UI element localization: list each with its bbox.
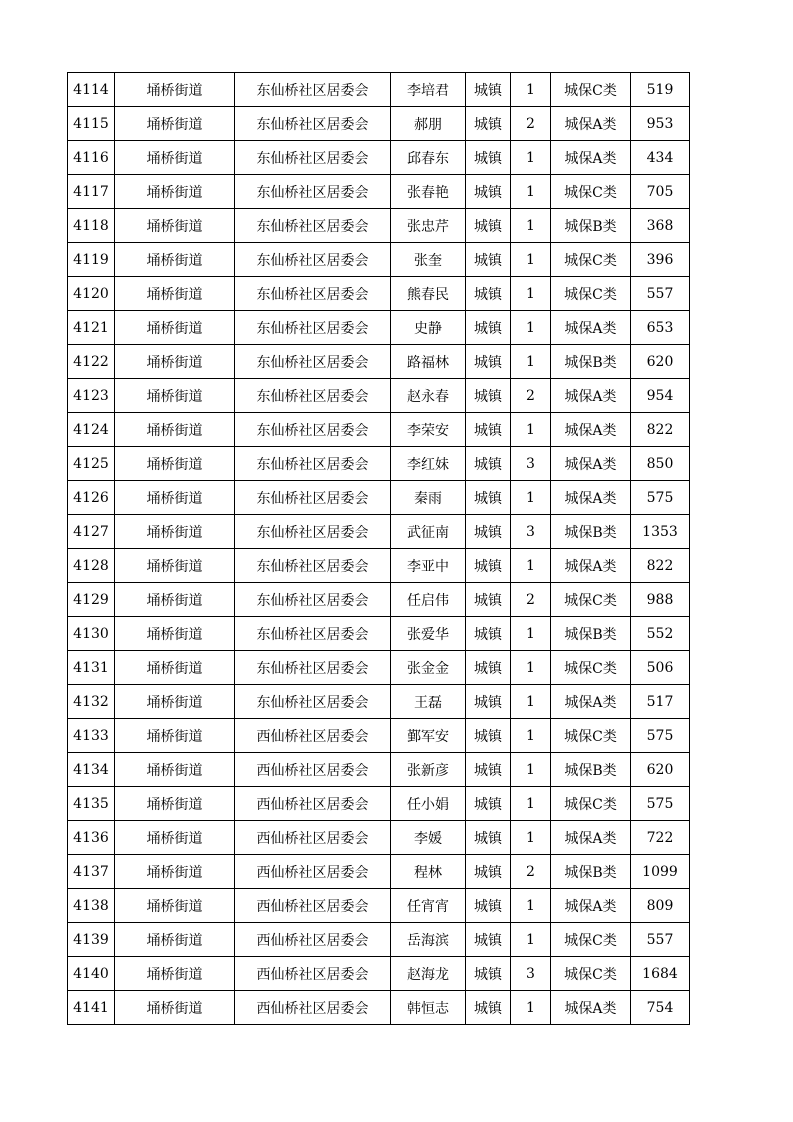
row-id-cell: 4127 (68, 515, 115, 549)
row-id-cell: 4136 (68, 821, 115, 855)
amount-cell: 1099 (631, 855, 690, 889)
street-cell: 埇桥街道 (115, 379, 235, 413)
insurance-class-cell: 城保A类 (551, 481, 631, 515)
household-type-cell: 城镇 (466, 991, 511, 1025)
community-cell: 东仙桥社区居委会 (235, 413, 391, 447)
household-type-cell: 城镇 (466, 753, 511, 787)
household-type-cell: 城镇 (466, 243, 511, 277)
amount-cell: 822 (631, 549, 690, 583)
records-table (67, 72, 690, 1025)
table-row (68, 889, 690, 923)
person-count-cell: 1 (511, 277, 551, 311)
amount-cell: 552 (631, 617, 690, 651)
insurance-class-cell: 城保C类 (551, 175, 631, 209)
insurance-class-cell: 城保A类 (551, 379, 631, 413)
table-row (68, 753, 690, 787)
amount-cell: 575 (631, 787, 690, 821)
name-cell: 王磊 (391, 685, 466, 719)
table-row (68, 515, 690, 549)
community-cell: 东仙桥社区居委会 (235, 447, 391, 481)
table-row (68, 277, 690, 311)
household-type-cell: 城镇 (466, 175, 511, 209)
table-row (68, 243, 690, 277)
amount-cell: 988 (631, 583, 690, 617)
insurance-class-cell: 城保A类 (551, 311, 631, 345)
row-id-cell: 4126 (68, 481, 115, 515)
street-cell: 埇桥街道 (115, 549, 235, 583)
row-id-cell: 4139 (68, 923, 115, 957)
name-cell: 赵海龙 (391, 957, 466, 991)
person-count-cell: 1 (511, 209, 551, 243)
street-cell: 埇桥街道 (115, 515, 235, 549)
community-cell: 西仙桥社区居委会 (235, 889, 391, 923)
street-cell: 埇桥街道 (115, 107, 235, 141)
table-row (68, 957, 690, 991)
household-type-cell: 城镇 (466, 277, 511, 311)
person-count-cell: 1 (511, 175, 551, 209)
community-cell: 东仙桥社区居委会 (235, 277, 391, 311)
row-id-cell: 4134 (68, 753, 115, 787)
insurance-class-cell: 城保A类 (551, 107, 631, 141)
row-id-cell: 4132 (68, 685, 115, 719)
person-count-cell: 1 (511, 719, 551, 753)
insurance-class-cell: 城保A类 (551, 549, 631, 583)
row-id-cell: 4131 (68, 651, 115, 685)
amount-cell: 705 (631, 175, 690, 209)
street-cell: 埇桥街道 (115, 957, 235, 991)
name-cell: 赵永春 (391, 379, 466, 413)
person-count-cell: 1 (511, 345, 551, 379)
person-count-cell: 1 (511, 617, 551, 651)
name-cell: 邱春东 (391, 141, 466, 175)
row-id-cell: 4118 (68, 209, 115, 243)
name-cell: 史静 (391, 311, 466, 345)
name-cell: 张金金 (391, 651, 466, 685)
street-cell: 埇桥街道 (115, 583, 235, 617)
street-cell: 埇桥街道 (115, 617, 235, 651)
insurance-class-cell: 城保C类 (551, 73, 631, 107)
table-row (68, 821, 690, 855)
name-cell: 张忠芹 (391, 209, 466, 243)
amount-cell: 519 (631, 73, 690, 107)
insurance-class-cell: 城保A类 (551, 991, 631, 1025)
insurance-class-cell: 城保A类 (551, 821, 631, 855)
table-row (68, 583, 690, 617)
row-id-cell: 4137 (68, 855, 115, 889)
household-type-cell: 城镇 (466, 515, 511, 549)
amount-cell: 575 (631, 481, 690, 515)
insurance-class-cell: 城保B类 (551, 753, 631, 787)
street-cell: 埇桥街道 (115, 753, 235, 787)
person-count-cell: 1 (511, 685, 551, 719)
name-cell: 李荣安 (391, 413, 466, 447)
row-id-cell: 4120 (68, 277, 115, 311)
amount-cell: 517 (631, 685, 690, 719)
community-cell: 东仙桥社区居委会 (235, 617, 391, 651)
table-row (68, 175, 690, 209)
name-cell: 张奎 (391, 243, 466, 277)
amount-cell: 653 (631, 311, 690, 345)
row-id-cell: 4135 (68, 787, 115, 821)
row-id-cell: 4129 (68, 583, 115, 617)
person-count-cell: 2 (511, 107, 551, 141)
insurance-class-cell: 城保C类 (551, 787, 631, 821)
insurance-class-cell: 城保C类 (551, 719, 631, 753)
street-cell: 埇桥街道 (115, 141, 235, 175)
household-type-cell: 城镇 (466, 719, 511, 753)
community-cell: 东仙桥社区居委会 (235, 175, 391, 209)
household-type-cell: 城镇 (466, 821, 511, 855)
person-count-cell: 3 (511, 447, 551, 481)
household-type-cell: 城镇 (466, 107, 511, 141)
name-cell: 任宵宵 (391, 889, 466, 923)
household-type-cell: 城镇 (466, 583, 511, 617)
street-cell: 埇桥街道 (115, 243, 235, 277)
row-id-cell: 4124 (68, 413, 115, 447)
street-cell: 埇桥街道 (115, 175, 235, 209)
community-cell: 西仙桥社区居委会 (235, 957, 391, 991)
street-cell: 埇桥街道 (115, 923, 235, 957)
name-cell: 任小娟 (391, 787, 466, 821)
amount-cell: 557 (631, 277, 690, 311)
community-cell: 东仙桥社区居委会 (235, 549, 391, 583)
amount-cell: 368 (631, 209, 690, 243)
name-cell: 程林 (391, 855, 466, 889)
insurance-class-cell: 城保C类 (551, 923, 631, 957)
row-id-cell: 4117 (68, 175, 115, 209)
name-cell: 李培君 (391, 73, 466, 107)
household-type-cell: 城镇 (466, 651, 511, 685)
street-cell: 埇桥街道 (115, 209, 235, 243)
table-row (68, 991, 690, 1025)
insurance-class-cell: 城保C类 (551, 243, 631, 277)
amount-cell: 1353 (631, 515, 690, 549)
household-type-cell: 城镇 (466, 481, 511, 515)
community-cell: 西仙桥社区居委会 (235, 855, 391, 889)
person-count-cell: 3 (511, 515, 551, 549)
name-cell: 鄞军安 (391, 719, 466, 753)
insurance-class-cell: 城保B类 (551, 209, 631, 243)
community-cell: 西仙桥社区居委会 (235, 923, 391, 957)
street-cell: 埇桥街道 (115, 413, 235, 447)
street-cell: 埇桥街道 (115, 991, 235, 1025)
community-cell: 东仙桥社区居委会 (235, 209, 391, 243)
table-row (68, 73, 690, 107)
name-cell: 郝朋 (391, 107, 466, 141)
person-count-cell: 1 (511, 311, 551, 345)
person-count-cell: 1 (511, 73, 551, 107)
person-count-cell: 1 (511, 651, 551, 685)
street-cell: 埇桥街道 (115, 73, 235, 107)
street-cell: 埇桥街道 (115, 685, 235, 719)
street-cell: 埇桥街道 (115, 855, 235, 889)
community-cell: 东仙桥社区居委会 (235, 107, 391, 141)
amount-cell: 953 (631, 107, 690, 141)
household-type-cell: 城镇 (466, 855, 511, 889)
insurance-class-cell: 城保B类 (551, 515, 631, 549)
street-cell: 埇桥街道 (115, 787, 235, 821)
row-id-cell: 4119 (68, 243, 115, 277)
community-cell: 西仙桥社区居委会 (235, 991, 391, 1025)
household-type-cell: 城镇 (466, 549, 511, 583)
street-cell: 埇桥街道 (115, 345, 235, 379)
amount-cell: 954 (631, 379, 690, 413)
row-id-cell: 4121 (68, 311, 115, 345)
street-cell: 埇桥街道 (115, 821, 235, 855)
person-count-cell: 2 (511, 855, 551, 889)
table-row (68, 481, 690, 515)
table-row (68, 107, 690, 141)
table-row (68, 379, 690, 413)
amount-cell: 850 (631, 447, 690, 481)
name-cell: 李亚中 (391, 549, 466, 583)
table-row (68, 685, 690, 719)
table-row (68, 549, 690, 583)
insurance-class-cell: 城保C类 (551, 651, 631, 685)
amount-cell: 620 (631, 753, 690, 787)
row-id-cell: 4116 (68, 141, 115, 175)
name-cell: 李红妹 (391, 447, 466, 481)
amount-cell: 1684 (631, 957, 690, 991)
name-cell: 熊春民 (391, 277, 466, 311)
row-id-cell: 4125 (68, 447, 115, 481)
household-type-cell: 城镇 (466, 209, 511, 243)
household-type-cell: 城镇 (466, 923, 511, 957)
row-id-cell: 4115 (68, 107, 115, 141)
insurance-class-cell: 城保A类 (551, 141, 631, 175)
row-id-cell: 4133 (68, 719, 115, 753)
amount-cell: 506 (631, 651, 690, 685)
community-cell: 西仙桥社区居委会 (235, 821, 391, 855)
street-cell: 埇桥街道 (115, 311, 235, 345)
person-count-cell: 1 (511, 481, 551, 515)
insurance-class-cell: 城保B类 (551, 855, 631, 889)
household-type-cell: 城镇 (466, 73, 511, 107)
person-count-cell: 1 (511, 413, 551, 447)
name-cell: 李媛 (391, 821, 466, 855)
row-id-cell: 4140 (68, 957, 115, 991)
community-cell: 东仙桥社区居委会 (235, 515, 391, 549)
table-row (68, 719, 690, 753)
insurance-class-cell: 城保A类 (551, 685, 631, 719)
community-cell: 东仙桥社区居委会 (235, 73, 391, 107)
amount-cell: 754 (631, 991, 690, 1025)
name-cell: 秦雨 (391, 481, 466, 515)
household-type-cell: 城镇 (466, 685, 511, 719)
table-row (68, 141, 690, 175)
table-row (68, 855, 690, 889)
household-type-cell: 城镇 (466, 141, 511, 175)
community-cell: 东仙桥社区居委会 (235, 481, 391, 515)
insurance-class-cell: 城保B类 (551, 617, 631, 651)
person-count-cell: 1 (511, 923, 551, 957)
person-count-cell: 1 (511, 991, 551, 1025)
street-cell: 埇桥街道 (115, 447, 235, 481)
name-cell: 张春艳 (391, 175, 466, 209)
community-cell: 西仙桥社区居委会 (235, 719, 391, 753)
amount-cell: 557 (631, 923, 690, 957)
person-count-cell: 3 (511, 957, 551, 991)
name-cell: 张新彦 (391, 753, 466, 787)
community-cell: 东仙桥社区居委会 (235, 345, 391, 379)
street-cell: 埇桥街道 (115, 277, 235, 311)
person-count-cell: 1 (511, 889, 551, 923)
row-id-cell: 4130 (68, 617, 115, 651)
name-cell: 路福林 (391, 345, 466, 379)
person-count-cell: 2 (511, 379, 551, 413)
insurance-class-cell: 城保A类 (551, 413, 631, 447)
name-cell: 韩恒志 (391, 991, 466, 1025)
community-cell: 东仙桥社区居委会 (235, 141, 391, 175)
records-table-body (68, 73, 690, 1025)
row-id-cell: 4122 (68, 345, 115, 379)
amount-cell: 620 (631, 345, 690, 379)
name-cell: 任启伟 (391, 583, 466, 617)
amount-cell: 722 (631, 821, 690, 855)
community-cell: 东仙桥社区居委会 (235, 685, 391, 719)
person-count-cell: 1 (511, 549, 551, 583)
amount-cell: 809 (631, 889, 690, 923)
row-id-cell: 4128 (68, 549, 115, 583)
person-count-cell: 1 (511, 821, 551, 855)
insurance-class-cell: 城保C类 (551, 583, 631, 617)
insurance-class-cell: 城保A类 (551, 447, 631, 481)
person-count-cell: 2 (511, 583, 551, 617)
person-count-cell: 1 (511, 753, 551, 787)
community-cell: 东仙桥社区居委会 (235, 243, 391, 277)
street-cell: 埇桥街道 (115, 481, 235, 515)
insurance-class-cell: 城保C类 (551, 277, 631, 311)
table-row (68, 345, 690, 379)
row-id-cell: 4141 (68, 991, 115, 1025)
name-cell: 岳海滨 (391, 923, 466, 957)
name-cell: 武征南 (391, 515, 466, 549)
person-count-cell: 1 (511, 787, 551, 821)
person-count-cell: 1 (511, 243, 551, 277)
row-id-cell: 4114 (68, 73, 115, 107)
table-row (68, 413, 690, 447)
person-count-cell: 1 (511, 141, 551, 175)
table-row (68, 787, 690, 821)
household-type-cell: 城镇 (466, 957, 511, 991)
household-type-cell: 城镇 (466, 345, 511, 379)
insurance-class-cell: 城保B类 (551, 345, 631, 379)
street-cell: 埇桥街道 (115, 651, 235, 685)
table-row (68, 311, 690, 345)
row-id-cell: 4123 (68, 379, 115, 413)
household-type-cell: 城镇 (466, 447, 511, 481)
household-type-cell: 城镇 (466, 787, 511, 821)
community-cell: 东仙桥社区居委会 (235, 311, 391, 345)
amount-cell: 396 (631, 243, 690, 277)
household-type-cell: 城镇 (466, 889, 511, 923)
insurance-class-cell: 城保C类 (551, 957, 631, 991)
community-cell: 西仙桥社区居委会 (235, 753, 391, 787)
amount-cell: 575 (631, 719, 690, 753)
table-row (68, 447, 690, 481)
street-cell: 埇桥街道 (115, 889, 235, 923)
community-cell: 东仙桥社区居委会 (235, 583, 391, 617)
street-cell: 埇桥街道 (115, 719, 235, 753)
household-type-cell: 城镇 (466, 413, 511, 447)
community-cell: 东仙桥社区居委会 (235, 379, 391, 413)
row-id-cell: 4138 (68, 889, 115, 923)
name-cell: 张爱华 (391, 617, 466, 651)
household-type-cell: 城镇 (466, 311, 511, 345)
household-type-cell: 城镇 (466, 617, 511, 651)
table-row (68, 651, 690, 685)
community-cell: 东仙桥社区居委会 (235, 651, 391, 685)
household-type-cell: 城镇 (466, 379, 511, 413)
insurance-class-cell: 城保A类 (551, 889, 631, 923)
table-row (68, 923, 690, 957)
amount-cell: 822 (631, 413, 690, 447)
community-cell: 西仙桥社区居委会 (235, 787, 391, 821)
table-row (68, 617, 690, 651)
table-row (68, 209, 690, 243)
amount-cell: 434 (631, 141, 690, 175)
